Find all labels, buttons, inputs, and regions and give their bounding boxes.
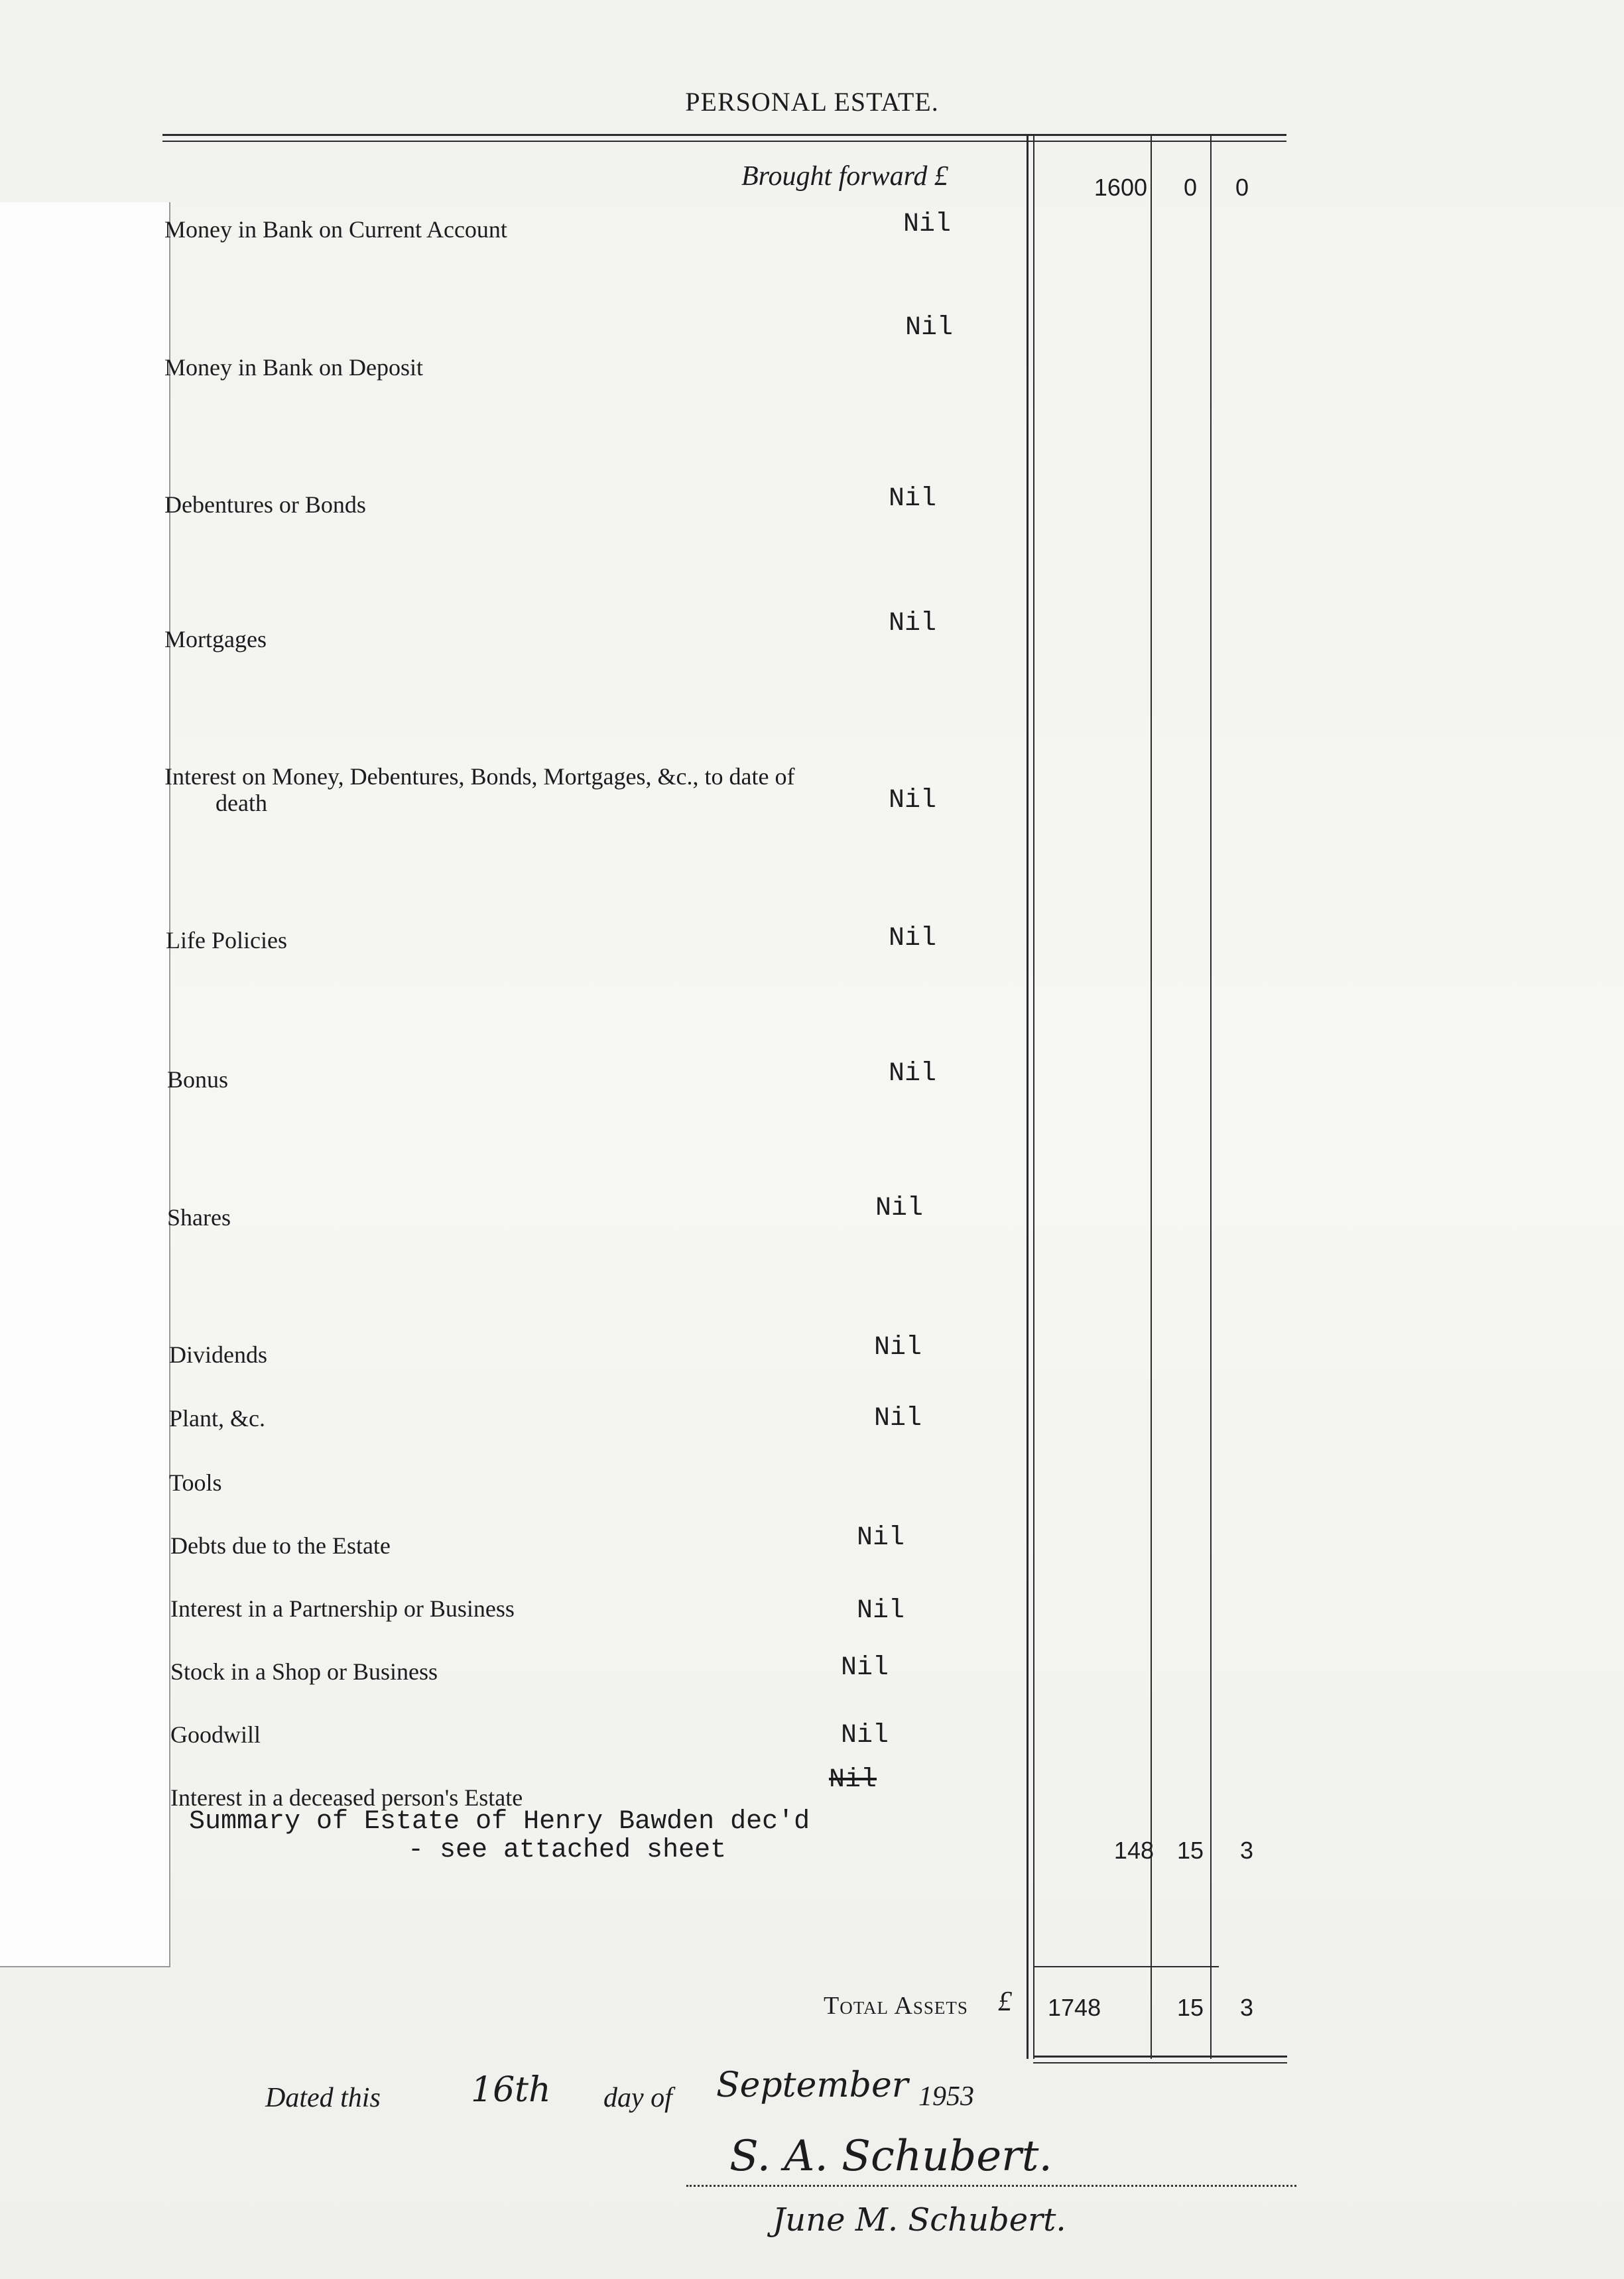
item-value: Nil [857,1523,905,1553]
item-label: Bonus [167,1066,229,1093]
top-rule [162,134,1286,136]
summary-line-1: Summary of Estate of Henry Bawden dec'd [189,1807,810,1837]
total-pence: 3 [1239,1994,1253,2021]
item-value: Nil [874,1333,922,1363]
column-line-left-a [1027,136,1029,2059]
item-label: Interest on Money, Debentures, Bonds, Mortgages, &c., to date of [164,763,795,790]
item-label-continued: death [216,790,267,816]
item-label: Interest in a deceased person's Estate [170,1784,523,1811]
total-pounds: 1748 [1048,1994,1101,2021]
item-value-struck: Nil [829,1765,877,1795]
dated-year: 1953 [918,2081,974,2112]
bottom-rule [1033,2056,1287,2058]
item-value: Nil [857,1596,905,1626]
item-label: Debentures or Bonds [164,491,366,518]
overlay-paper-strip [0,202,170,1967]
item-label: Shares [167,1204,231,1231]
summary-line-2: - see attached sheet [408,1835,727,1865]
item-value: Nil [889,484,937,514]
brought-forward-label: Brought forward £ [741,161,948,192]
signature-printed-name-handwritten: June M. Schubert. [773,2201,1066,2239]
item-label: Tools [169,1469,222,1496]
item-value: Nil [889,924,937,954]
brought-forward-pounds: 1600 [1093,174,1147,201]
brought-forward-pence: 0 [1235,174,1249,201]
item-label: Money in Bank on Current Account [164,216,507,243]
item-label: Plant, &c. [169,1405,265,1432]
item-label: Life Policies [166,927,287,954]
total-shillings: 15 [1176,1994,1204,2021]
item-label: Goodwill [170,1721,261,1748]
item-value: Nil [874,1404,922,1434]
item-label: Debts due to the Estate [170,1532,391,1559]
dated-prefix: Dated this [265,2083,381,2113]
item-value: Nil [905,313,954,343]
item-value: Nil [841,1721,889,1751]
item-value: Nil [889,609,937,639]
column-line-pence [1210,136,1212,2059]
item-label: Mortgages [164,626,267,652]
item-value: Nil [875,1194,924,1223]
total-assets-label: Total Assets [824,1992,968,2020]
item-value: Nil [841,1653,889,1683]
subtotal-rule [1033,1966,1219,1967]
total-currency: £ [998,1987,1012,2017]
summary-shillings: 15 [1176,1837,1204,1864]
dated-mid: day of [603,2083,672,2113]
signature-handwritten: S. A. Schubert. [729,2132,1052,2181]
item-label: Interest in a Partnership or Business [170,1595,515,1622]
item-label: Money in Bank on Deposit [164,354,423,381]
dated-month-handwritten: September [716,2065,908,2105]
signature-line [686,2185,1296,2187]
item-value: Nil [903,210,952,239]
item-value: Nil [889,1059,937,1089]
item-label: Dividends [169,1341,267,1368]
item-value: Nil [889,786,937,816]
summary-pence: 3 [1239,1837,1253,1864]
summary-pounds: 148 [1113,1837,1154,1864]
column-line-shillings [1151,136,1152,2059]
column-line-left-b [1033,136,1034,2059]
dated-day-handwritten: 16th [471,2070,551,2110]
bottom-rule-thin [1033,2062,1287,2063]
brought-forward-shillings: 0 [1183,174,1197,201]
item-label: Stock in a Shop or Business [170,1658,438,1685]
page-title: PERSONAL ESTATE. [685,87,939,117]
top-rule-thin [162,141,1286,142]
